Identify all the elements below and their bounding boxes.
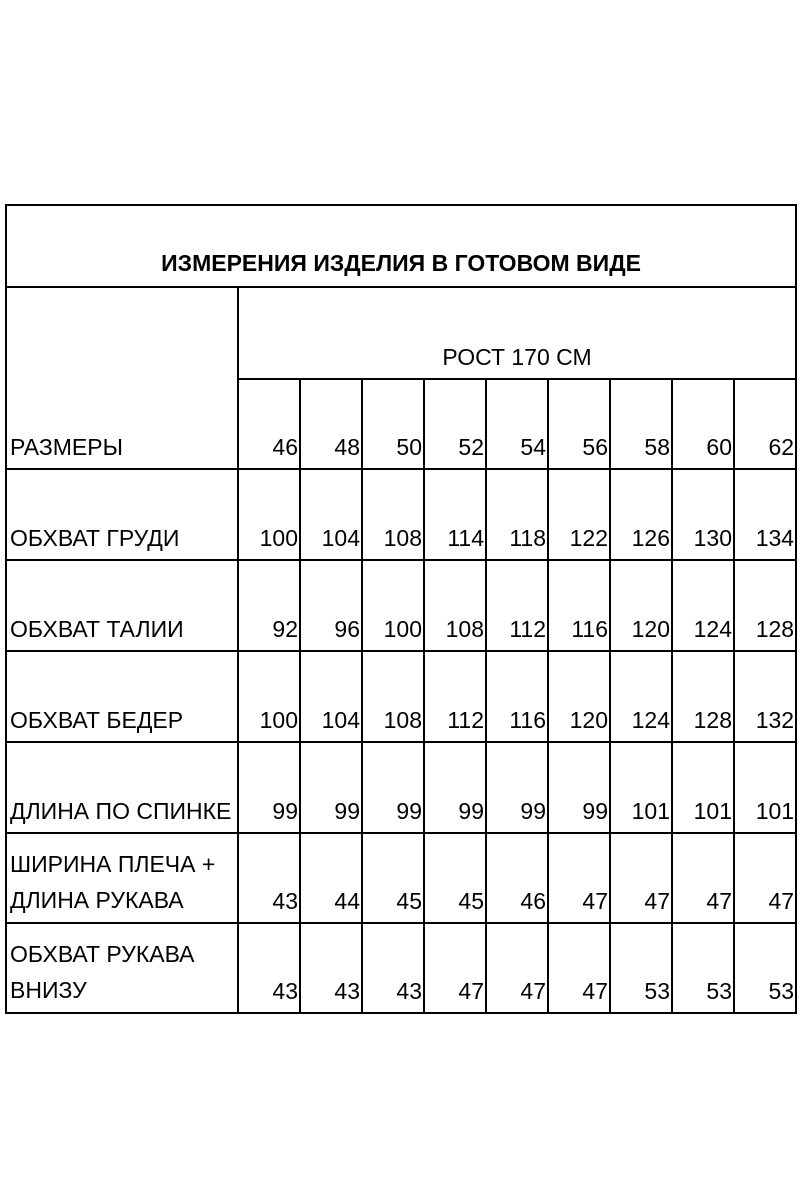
value-cell: 118 <box>486 469 548 560</box>
value-cell: 47 <box>610 833 672 923</box>
value-cell: 112 <box>486 560 548 651</box>
value-cell: 47 <box>548 833 610 923</box>
value-cell: 101 <box>672 742 734 833</box>
value-cell: 43 <box>238 923 300 1013</box>
value-cell: 108 <box>424 560 486 651</box>
value-cell: 126 <box>610 469 672 560</box>
size-cell: 58 <box>610 379 672 469</box>
value-cell: 120 <box>548 651 610 742</box>
value-cell: 96 <box>300 560 362 651</box>
value-cell: 120 <box>610 560 672 651</box>
row-label-hips: ОБХВАТ БЕДЕР <box>6 651 238 742</box>
row-label-back-length: ДЛИНА ПО СПИНКЕ <box>6 742 238 833</box>
size-cell: 50 <box>362 379 424 469</box>
value-cell: 45 <box>362 833 424 923</box>
value-cell: 100 <box>362 560 424 651</box>
value-cell: 47 <box>548 923 610 1013</box>
value-cell: 99 <box>238 742 300 833</box>
value-cell: 44 <box>300 833 362 923</box>
value-cell: 101 <box>610 742 672 833</box>
value-cell: 99 <box>486 742 548 833</box>
value-cell: 45 <box>424 833 486 923</box>
table-row <box>6 742 796 833</box>
value-cell: 116 <box>548 560 610 651</box>
value-cell: 101 <box>734 742 796 833</box>
value-cell: 99 <box>300 742 362 833</box>
size-cell: 62 <box>734 379 796 469</box>
value-cell: 116 <box>486 651 548 742</box>
value-cell: 99 <box>548 742 610 833</box>
value-cell: 99 <box>362 742 424 833</box>
row-label-chest: ОБХВАТ ГРУДИ <box>6 469 238 560</box>
table-row <box>6 651 796 742</box>
table-row <box>6 833 796 923</box>
row-label-sleeve-bottom: ОБХВАТ РУКАВА ВНИЗУ <box>6 923 238 1013</box>
value-cell: 53 <box>610 923 672 1013</box>
table-row <box>6 923 796 1013</box>
value-cell: 122 <box>548 469 610 560</box>
value-cell: 47 <box>424 923 486 1013</box>
value-cell: 128 <box>672 651 734 742</box>
height-header: РОСТ 170 СМ <box>238 287 796 379</box>
size-cell: 52 <box>424 379 486 469</box>
value-cell: 43 <box>362 923 424 1013</box>
value-cell: 108 <box>362 651 424 742</box>
value-cell: 43 <box>238 833 300 923</box>
value-cell: 132 <box>734 651 796 742</box>
size-cell: 56 <box>548 379 610 469</box>
size-chart-table <box>5 204 797 1014</box>
value-cell: 112 <box>424 651 486 742</box>
table-row <box>6 469 796 560</box>
size-cell: 60 <box>672 379 734 469</box>
value-cell: 46 <box>486 833 548 923</box>
value-cell: 114 <box>424 469 486 560</box>
value-cell: 53 <box>672 923 734 1013</box>
value-cell: 47 <box>734 833 796 923</box>
value-cell: 47 <box>672 833 734 923</box>
value-cell: 100 <box>238 651 300 742</box>
value-cell: 130 <box>672 469 734 560</box>
value-cell: 43 <box>300 923 362 1013</box>
size-cell: 46 <box>238 379 300 469</box>
value-cell: 128 <box>734 560 796 651</box>
table-row <box>6 560 796 651</box>
value-cell: 99 <box>424 742 486 833</box>
row-label-waist: ОБХВАТ ТАЛИИ <box>6 560 238 651</box>
value-cell: 108 <box>362 469 424 560</box>
size-cell: 54 <box>486 379 548 469</box>
value-cell: 47 <box>486 923 548 1013</box>
size-cell: 48 <box>300 379 362 469</box>
value-cell: 134 <box>734 469 796 560</box>
row-label-sizes: РАЗМЕРЫ <box>6 287 238 469</box>
value-cell: 53 <box>734 923 796 1013</box>
value-cell: 124 <box>672 560 734 651</box>
row-label-shoulder-sleeve: ШИРИНА ПЛЕЧА + ДЛИНА РУКАВА <box>6 833 238 923</box>
value-cell: 104 <box>300 651 362 742</box>
chart-title: ИЗМЕРЕНИЯ ИЗДЕЛИЯ В ГОТОВОМ ВИДЕ <box>6 205 796 287</box>
value-cell: 92 <box>238 560 300 651</box>
value-cell: 124 <box>610 651 672 742</box>
value-cell: 100 <box>238 469 300 560</box>
value-cell: 104 <box>300 469 362 560</box>
